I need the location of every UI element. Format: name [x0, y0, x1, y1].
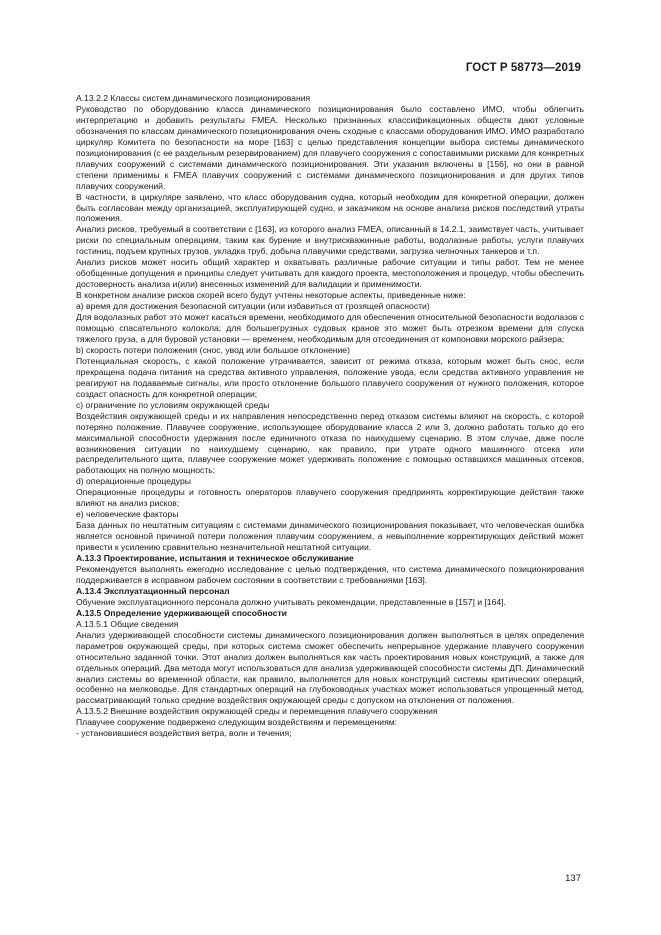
list-item: с) ограничение по условиям окружающей среды	[76, 399, 270, 410]
page-number: 137	[565, 873, 581, 884]
list-item: - установившиеся воздействия ветра, волн и течения;	[76, 728, 292, 739]
paragraph: Воздействия окружающей среды и их направления непосредственно перед отказом системы влияют на скорость, с которой потеряно положение. Плавучее сооружение, использующее оборудование класса 2 или 3, должно работать только до его максимальной способности удержания после единичного отказа по наихудшему сценарию. В этом случае, даже после возникновения ситуации по наихудшему сценарию, как правило, при утрате одного машинного отсека или распределительного щита, плавучее сооружение может удерживать положение с помощью оставшихся машинных отсеков, работающих на полную мощность;	[76, 410, 584, 476]
paragraph: Анализ удерживающей способности системы динамического позиционирования должен выполняться в целях определения параметров окружающей среды, при которых система сможет обеспечить непрерывное удержание плавучего сооружения относительно заданной точки. Этот анализ должен выполняться как часть проектирования новых конструкций, а также для отдельных операций. Два метода могут использоваться для анализа удерживающей способности системы ДП. Динамический анализ системы во временной области, как правило, выполняется для новых конструкций системы критических операций, особенно на мелководье. Для стандартных операций на глубоководных участках может использоваться упрощенный метод, рассматривающий только средние воздействия окружающей среды с допуском на отклонения от положения.	[76, 629, 584, 706]
paragraph: Рекомендуется выполнять ежегодно исследование с целью подтверждения, что система динамического позиционирования поддерживается в исправном рабочем состоянии в соответствии с требованиями [163].	[76, 563, 584, 585]
section-heading: А.13.2.2 Классы систем динамического позиционирования	[76, 93, 311, 103]
paragraph: Анализ рисков может носить общий характер и охватывать различные рабочие ситуации и типы работ. Тем не менее обобщенные допущения и принципы следует учитывать для каждого проекта, местоположения и процедур, чтобы обеспечить достоверность анализа и(или) внесенных изменений для валидации и применимости.	[76, 257, 584, 290]
paragraph: База данных по нештатным ситуациям с системами динамического позиционирования показывает, что человеческая ошибка является основной причиной потери положения плавучим сооружением, а невыполнение корректирующих действий может привести к усилению сравнительно незначительной нештатной ситуации.	[76, 520, 584, 553]
paragraph: Анализ рисков, требуемый в соответствии с [163], из которого анализ FMEA, описанный в 14.2.1, заимствует часть, учитывает риски по специальным операциям, таким как бурение и внутрискважинные работы, водолазные работы, услуги плавучих гостиниц, подъем крупных грузов, укладка труб, добыча плавучими средствами, загрузка челночных танкеров и т.п.	[76, 224, 584, 257]
section-heading: А.13.3 Проектирование, испытания и техническое обслуживание	[76, 553, 354, 564]
section-heading: А.13.4 Эксплуатационный персонал	[76, 585, 230, 596]
list-item: е) человеческие факторы	[76, 509, 179, 520]
paragraph: Плавучее сооружение подвержено следующим воздействиям и перемещениям:	[76, 717, 398, 728]
list-item: а) время для достижения безопасной ситуации (или избавиться от грозящей опасности)	[76, 301, 430, 312]
paragraph: В конкретном анализе рисков скорей всего будут учтены некоторые аспекты, приведенные ниже:	[76, 290, 466, 301]
document-body	[76, 93, 584, 739]
list-item: b) скорость потери положения (снос, увод или большое отклонение)	[76, 344, 350, 355]
paragraph: В частности, в циркуляре заявлено, что класс оборудования судна, который необходим для конкретной операции, должен быть согласован между организацией, эксплуатирующей судно, и заказчиком на основе анализа рисков последствий утраты положения.	[76, 191, 584, 224]
list-item: d) операционные процедуры	[76, 476, 191, 487]
paragraph: Для водолазных работ это может касаться времени, необходимого для обеспечения относительной безопасности водолазов с помощью спасательного колокола; для большегрузных судовых кранов это может быть отрезком времени для спуска тяжелого груза, а для буровой установки — временем, необходимым для отсоединения от компоновки морского райзера;	[76, 312, 584, 344]
subsection-heading: А.13.5.1 Общие сведения	[76, 618, 179, 629]
subsection-heading: А.13.5.2 Внешние воздействия окружающей среды и перемещения плавучего сооружения	[76, 706, 438, 717]
paragraph: Обучение эксплуатационного персонала должно учитывать рекомендации, представленные в [157] и [164].	[76, 596, 506, 607]
section-heading: А.13.5 Определение удерживающей способности	[76, 607, 287, 618]
paragraph: Операционные процедуры и готовность операторов плавучего сооружения предпринять корректирующие действия также влияют на анализ рисков;	[76, 487, 584, 509]
paragraph: Потенциальная скорость, с какой положение утрачивается, зависит от режима отказа, которым может быть снос, если прекращена подача питания на средства активного управления, положение увода, если средства активного управления не реагируют на подаваемые сигналы, или просто отклонение большого плавучего сооружения от нужного положения, которое создаст опасность для конкретной операции;	[76, 355, 584, 399]
document-code: ГОСТ Р 58773—2019	[465, 62, 581, 74]
paragraph: Руководство по оборудованию класса динамического позиционирования было составлено ИМО, чтобы облегчить интерпретацию и добавить результаты FMEA. Несколько признанных классификационных обществ дают условные обозначения по классам динамического позиционирования очень сходные с классами оборудования ИМО. ИМО разработало циркуляр Комитета по безопасности на море [163] с целью представления концепции выбора системы динамического позиционирования (с ее раздельным резервированием) для плавучего сооружения с сопоставимыми рисками для конкретных плавучих сооружений с системами динамического позиционирования. Эти указания включены в [156], но они в равной степени применимы к FMEA плавучих сооружений с системами динамического позиционирования и для других типов плавучих сооружений.	[76, 103, 584, 191]
